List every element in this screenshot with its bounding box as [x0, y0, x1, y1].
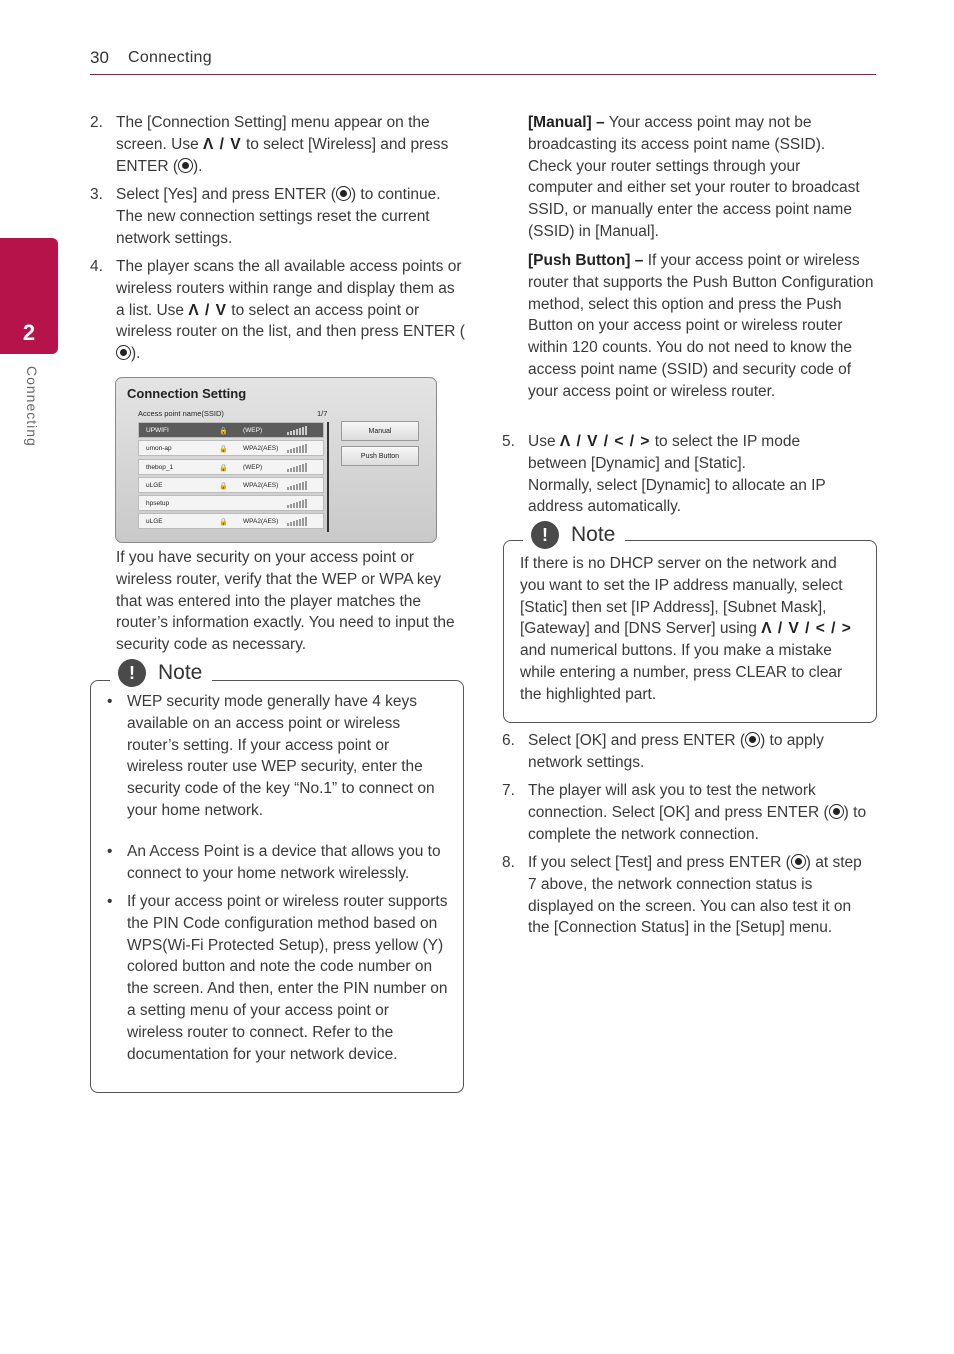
network-name: thebop_1 [146, 463, 174, 471]
exclamation-icon: ! [118, 659, 146, 687]
bullet-icon: • [107, 843, 113, 860]
network-row[interactable] [138, 477, 324, 493]
header-rule [90, 74, 876, 75]
step-4 [90, 256, 466, 365]
note-title: Note [158, 661, 203, 684]
step-text: to select the IP mode between [Dynamic] and [Static]. [528, 433, 801, 472]
network-name: uLGE [146, 481, 163, 489]
network-row[interactable] [138, 513, 324, 529]
network-security: WPA2(AES) [243, 445, 279, 453]
option-label: [Manual] – [528, 114, 605, 131]
note-header-right [523, 521, 625, 549]
enter-button-icon [116, 345, 131, 360]
signal-strength-icon [287, 481, 307, 490]
signal-strength-icon [287, 444, 307, 453]
lock-icon: 🔒 [219, 519, 228, 527]
signal-strength-icon [287, 463, 307, 472]
enter-button-icon [178, 158, 193, 173]
list-divider [327, 422, 329, 532]
note-text: If your access point or wireless router supports the PIN Code configuration method based on WPS(Wi-Fi Protected Setup), press yellow (Y) colored button and note the code number on the screen. And then, enter the PIN number on a setting menu of your access point or wireless router to connect. Refer to the documentation for your network device. [127, 893, 448, 1063]
lock-icon: 🔒 [219, 482, 228, 490]
bullet-icon: • [107, 893, 113, 910]
step-8 [502, 852, 873, 939]
arrow-keys-icon: Λ / V [203, 135, 242, 153]
push-button-button[interactable]: Push Button [341, 446, 419, 466]
network-row[interactable] [138, 422, 324, 438]
network-name: uLGE [146, 518, 163, 526]
enter-button-icon [791, 854, 806, 869]
screenshot-page-indicator: 1/7 [317, 409, 328, 418]
connection-setting-screenshot [115, 377, 437, 543]
option-text: Your access point may not be broadcasting its access point name (SSID). Check your router settings through your computer and either set your router to broadcast SSID, or manually enter the access point name (SSID) in [Manual]. [528, 114, 860, 240]
step-number: 4. [90, 258, 103, 275]
note-text: An Access Point is a device that allows you to connect to your home network wirelessly. [127, 843, 441, 882]
signal-strength-icon [287, 499, 307, 508]
push-button-option [528, 250, 878, 403]
manual-option [528, 112, 868, 243]
note-text: and numerical buttons. If you make a mistake while entering a number, press CLEAR to clear the highlighted part. [520, 642, 843, 703]
step-text: The [Connection Setting] menu appear on the screen. Use [116, 114, 430, 153]
step-text: Select [Yes] and press ENTER ( [116, 186, 336, 203]
step-number: 8. [502, 854, 515, 871]
lock-icon: 🔒 [219, 428, 228, 435]
step-3 [90, 184, 466, 249]
step-2 [90, 112, 466, 177]
step-text: ). [131, 345, 141, 363]
signal-strength-icon [287, 426, 307, 435]
step-5 [502, 431, 858, 518]
network-row[interactable] [138, 459, 324, 475]
security-paragraph: If you have security on your access point or wireless router, verify that the WEP or WPA key that was entered into the player matches the router’s information exactly. You need to input the security code as necessary. [116, 549, 455, 654]
note-box-right [503, 540, 877, 723]
note-text-block [520, 553, 864, 706]
network-name: UPWIFI [146, 427, 169, 434]
step-text: ) to continue. The new connection settings reset the current network settings. [116, 186, 441, 247]
exclamation-icon: ! [531, 521, 559, 549]
step-number: 3. [90, 186, 103, 203]
screenshot-subtitle: Access point name(SSID) [138, 409, 224, 418]
note-text: WEP security mode generally have 4 keys available on an access point or wireless router’s setting. If your access point or wireless router use WEP security, enter the security code of the key “No.1” to connect on your home network. [127, 693, 435, 819]
chapter-number: 2 [22, 320, 36, 345]
option-text: If your access point or wireless router that supports the Push Button Configuration method, select this option and press the Push Button on your access point or wireless router within 120 counts. You do not need to know the access point name (SSID) and security code of your access point or wireless router. [528, 252, 874, 400]
step-text: ) to complete the network connection. [528, 803, 867, 843]
arrow-keys-icon: Λ / V / < / > [761, 620, 852, 638]
list-item [107, 891, 449, 1065]
step-7 [502, 780, 878, 845]
step-text: The player will ask you to test the network connection. Select [OK] and press ENTER ( [528, 782, 829, 821]
step-text: Normally, select [Dynamic] to allocate an IP address automatically. [528, 476, 826, 516]
network-name: umon-ap [146, 445, 172, 453]
step-text: to select an access point or wireless router on the list, and then press ENTER ( [116, 301, 465, 341]
screenshot-title: Connection Setting [127, 386, 247, 401]
network-security: (WEP) [243, 463, 263, 471]
network-list [138, 422, 324, 532]
network-security: (WEP) [243, 427, 263, 434]
list-item [107, 841, 452, 885]
chapter-label: Connecting [24, 366, 40, 447]
option-label: [Push Button] – [528, 252, 644, 269]
lock-icon: 🔒 [219, 464, 228, 472]
network-name: hpsetup [146, 500, 170, 508]
step-text: Use [528, 433, 556, 450]
section-title: Connecting [128, 49, 212, 66]
step-text: ) at step 7 above, the network connection status is displayed on the screen. You can also test it on the [Connection Status] in the [Setup] menu. [528, 854, 862, 937]
enter-button-icon [336, 186, 351, 201]
arrow-keys-icon: Λ / V / < / > [559, 433, 651, 450]
step-text: to select [Wireless] and press ENTER ( [116, 135, 449, 175]
step-text: ) to apply network settings. [528, 732, 824, 771]
arrow-keys-icon: Λ / V [188, 301, 227, 319]
note-text: If there is no DHCP server on the network and you want to set the IP address manually, select [Static] then set [IP Address], [Subnet Mask], [Gateway] and [DNS Server] using [520, 555, 843, 638]
step-text: Select [OK] and press ENTER ( [528, 732, 746, 749]
note-box-left [90, 680, 464, 1093]
step-text: If you select [Test] and press ENTER ( [528, 854, 791, 871]
step-number: 2. [90, 114, 103, 131]
network-security: WPA2(AES) [243, 518, 279, 526]
page-number: 30 [90, 48, 109, 67]
bullet-icon: • [107, 693, 113, 710]
enter-button-icon [829, 804, 844, 819]
step-number: 5. [502, 433, 515, 450]
manual-button[interactable]: Manual [341, 421, 419, 441]
network-security: WPA2(AES) [243, 481, 279, 489]
list-item [107, 691, 447, 822]
signal-strength-icon [287, 517, 307, 526]
enter-button-icon [745, 732, 760, 747]
note-header-left [110, 659, 212, 687]
step-text: The player scans the all available access points or wireless routers within range and display them as a list. Use [116, 258, 462, 319]
note-title: Note [571, 523, 616, 546]
step-6 [502, 730, 848, 774]
network-row[interactable] [138, 495, 324, 511]
lock-icon: 🔒 [219, 446, 228, 454]
network-row[interactable] [138, 440, 324, 456]
step-number: 7. [502, 782, 515, 799]
step-text: ). [193, 157, 203, 175]
step-number: 6. [502, 732, 515, 749]
